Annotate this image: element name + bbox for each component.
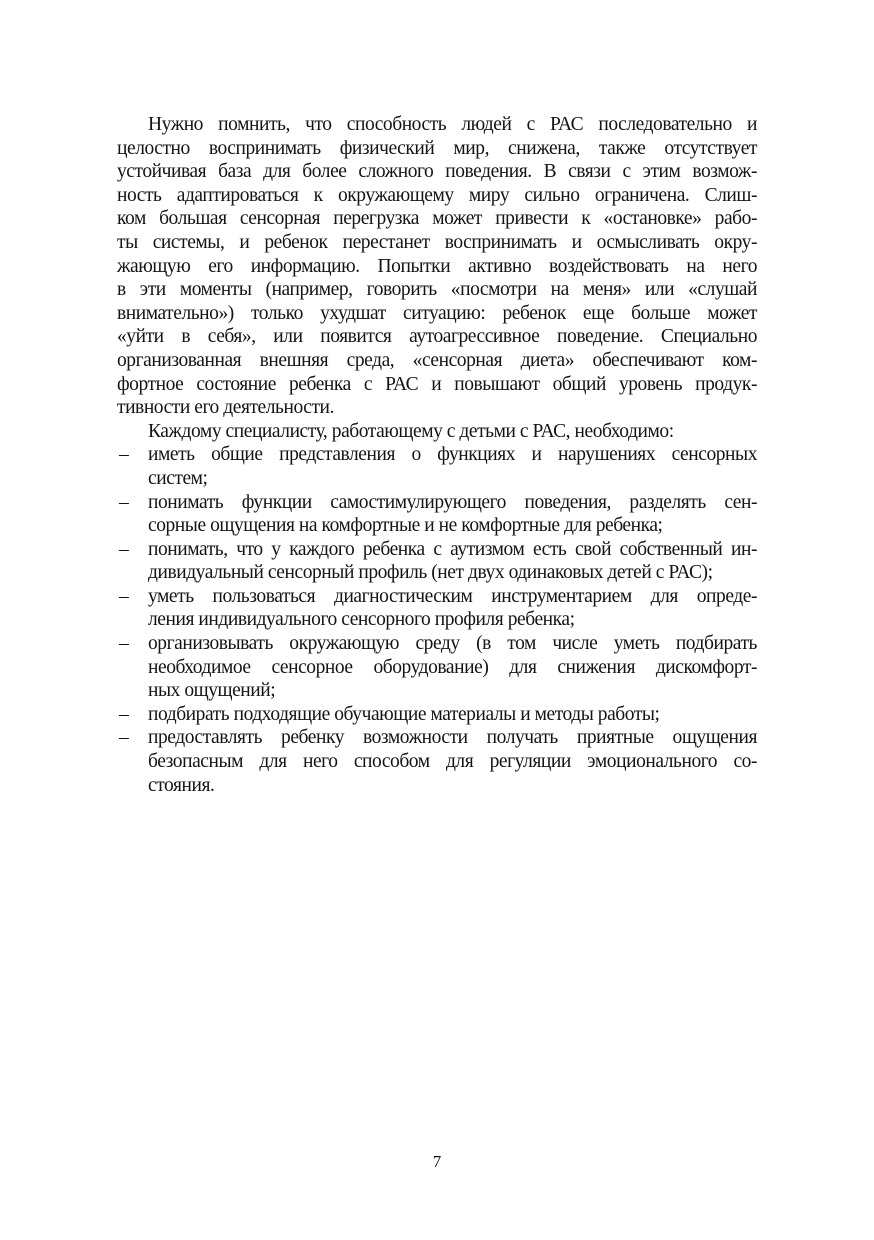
text-line: устойчивая база для более сложного поведения. В связи с этим возмож-	[117, 161, 757, 183]
list-item: – понимать функции самостимулирующего поведения, разделять сен- сорные ощущения на комфортные и не комфортные для ребенка;	[119, 491, 757, 537]
dash-bullet-icon: –	[119, 585, 129, 607]
text-line: в эти моменты (например, говорить «посмотри на меня» или «слушай	[117, 279, 757, 301]
list-item: – подбирать подходящие обучающие материалы и методы работы;	[119, 703, 660, 725]
text-line: ты системы, и ребенок перестанет воспринимать и осмысливать окру-	[117, 231, 757, 253]
list-item: – организовывать окружающую среду (в том числе уметь подбирать необходимое сенсорное оборудование) для снижения дискомфорт- ных ощущений;	[119, 633, 757, 702]
list-item: – иметь общие представления о функциях и нарушениях сенсорных систем;	[119, 444, 757, 489]
text-line: внимательно») только ухудшат ситуацию: ребенок еще больше может	[117, 302, 757, 324]
paragraph-sensory-perception	[117, 113, 757, 420]
list-item: – предоставлять ребенку возможности получать приятные ощущения безопасным для него способом для регуляции эмоционального со- стояния.	[119, 727, 757, 796]
list-intro: Каждому специалисту, работающему с детьми с РАС, необходимо:	[148, 420, 674, 442]
text-line: «уйти в себя», или появится аутоагрессивное поведение. Специально	[117, 326, 757, 348]
dash-bullet-icon: –	[119, 727, 129, 749]
requirements-list	[117, 443, 757, 797]
page-body-text	[117, 113, 757, 797]
dash-bullet-icon: –	[119, 633, 129, 655]
dash-bullet-icon: –	[119, 538, 129, 560]
list-item: – понимать, что у каждого ребенка с аутизмом есть свой собственный ин- дивидуальный сенсорный профиль (нет двух одинаковых детей с РАС);	[119, 538, 757, 584]
dash-bullet-icon: –	[119, 491, 129, 513]
dash-bullet-icon: –	[119, 444, 129, 466]
page-number: 7	[432, 1152, 442, 1171]
text-line: ность адаптироваться к окружающему миру сильно ограничена. Слиш-	[117, 184, 757, 206]
list-item: – уметь пользоваться диагностическим инструментарием для опреде- ления индивидуального сенсорного профиля ребенка;	[119, 585, 757, 631]
dash-bullet-icon: –	[119, 703, 129, 725]
text-line: организованная внешняя среда, «сенсорная диета» обеспечивают ком-	[117, 349, 757, 371]
text-line: жающую его информацию. Попытки активно воздействовать на него	[117, 255, 757, 277]
text-line: ком большая сенсорная перегрузка может привести к «остановке» рабо-	[117, 208, 757, 230]
text-line: тивности его деятельности.	[117, 397, 334, 419]
text-line: фортное состояние ребенка с РАС и повышают общий уровень продук-	[117, 373, 757, 395]
text-line: целостно воспринимать физический мир, снижена, также отсутствует	[117, 137, 757, 159]
text-line: Нужно помнить, что способность людей с РАС последовательно и	[148, 114, 757, 135]
